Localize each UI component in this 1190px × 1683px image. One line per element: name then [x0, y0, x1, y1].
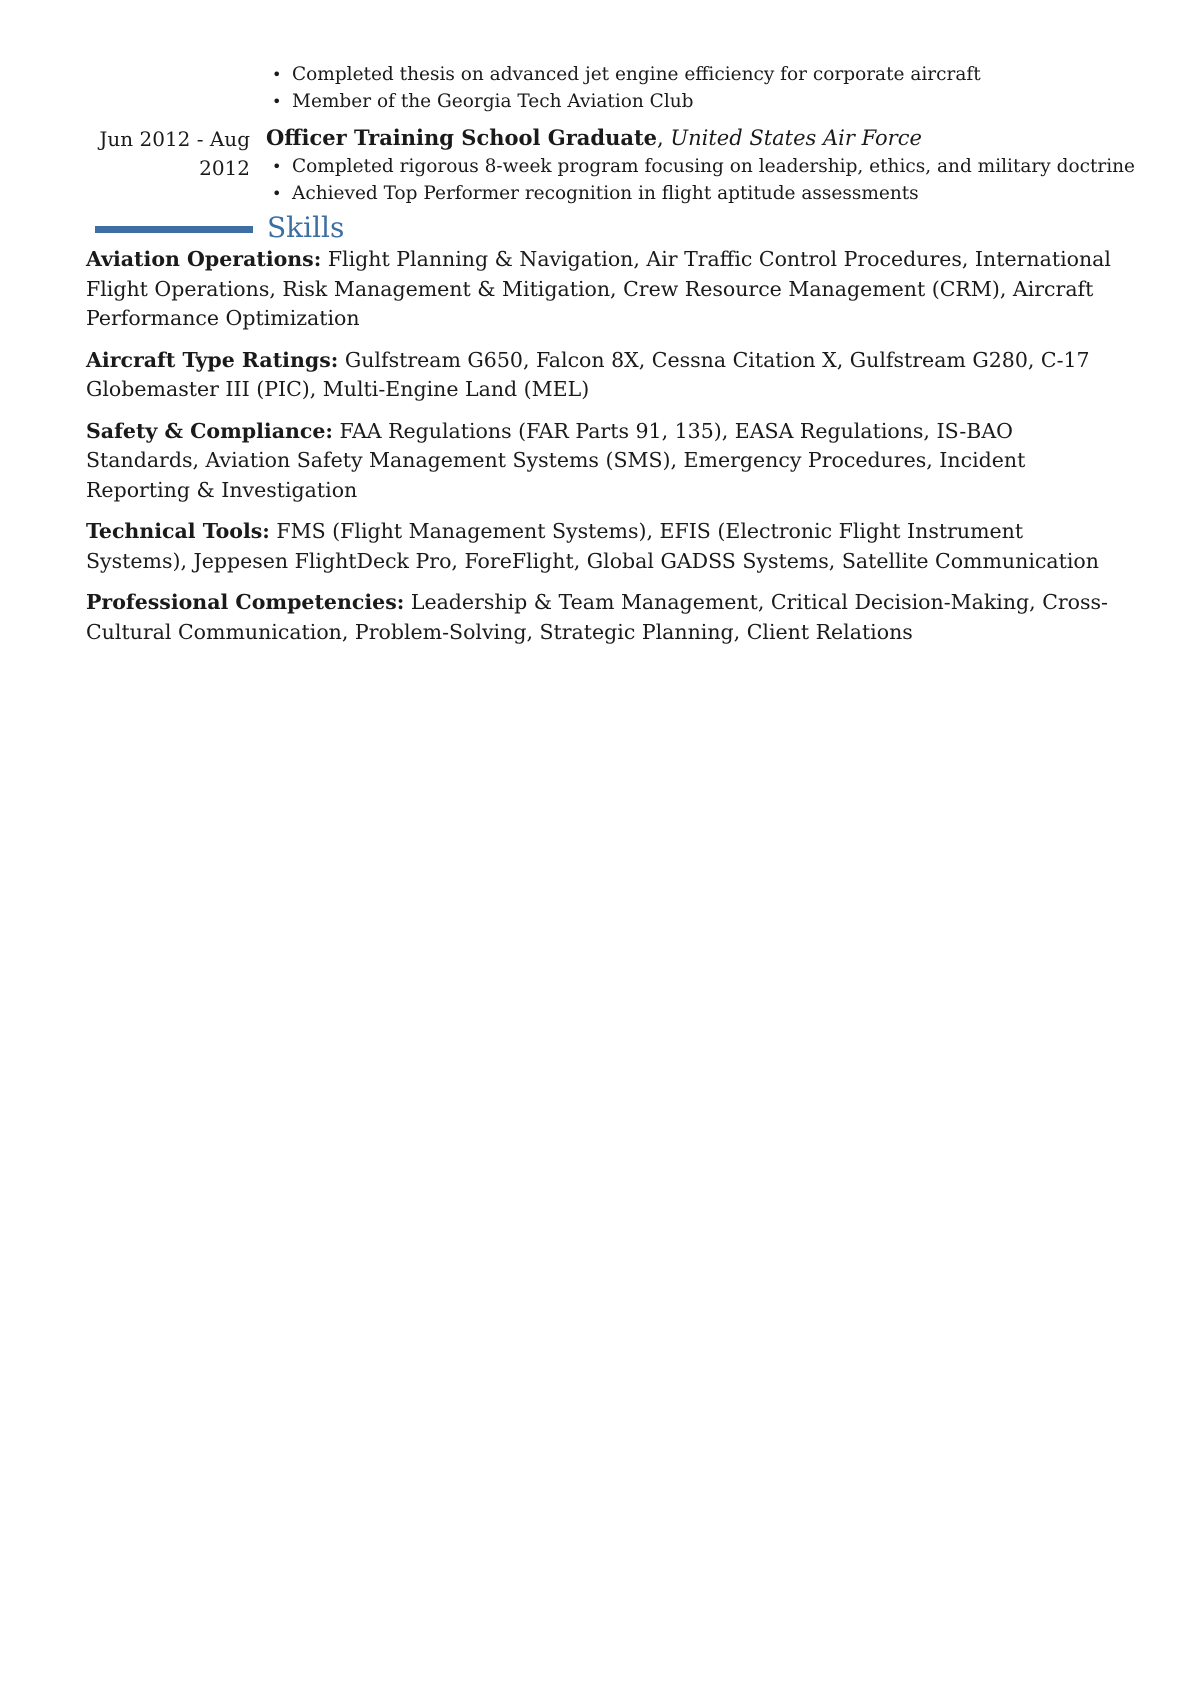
- entry-date-line: Jun 2012 - Aug: [99, 127, 250, 151]
- skill-values: Flight Planning & Navigation, Air Traffic Control Procedures, International Flight Operations, Risk Management & Mitigation, Crew Resource Management (CRM), Aircraft Performance Optimization: [86, 247, 1111, 330]
- entry-body: [266, 123, 1146, 207]
- skill-category: Professional Competencies:: [86, 590, 405, 614]
- skill-category: Aviation Operations:: [86, 247, 322, 271]
- education-bullet: • Completed thesis on advanced jet engine efficiency for corporate aircraft: [266, 61, 981, 88]
- education-bullet-list: [266, 61, 981, 115]
- skill-values: Leadership & Team Management, Critical Decision-Making, Cross-Cultural Communication, Problem-Solving, Strategic Planning, Client Relations: [86, 590, 1108, 644]
- skill-values: FAA Regulations (FAR Parts 91, 135), EASA Regulations, IS-BAO Standards, Aviation Safety Management Systems (SMS), Emergency Procedures, Incident Reporting & Investigation: [86, 418, 1026, 502]
- entry-organization: United States Air Force: [670, 126, 922, 150]
- skills-list: [86, 245, 1126, 659]
- entry-bullet: • Achieved Top Performer recognition in flight aptitude assessments: [266, 180, 1146, 207]
- entry-date-line: 2012: [199, 156, 250, 180]
- section-title: Skills: [267, 211, 345, 244]
- entry-separator: ,: [657, 126, 671, 150]
- skill-category: Technical Tools:: [86, 519, 270, 543]
- skill-item: [86, 417, 1126, 506]
- skill-item: [86, 245, 1126, 334]
- section-accent-bar: [95, 226, 253, 233]
- skill-item: [86, 517, 1126, 576]
- skill-values: Gulfstream G650, Falcon 8X, Cessna Citation X, Gulfstream G280, C-17 Globemaster III (PIC), Multi-Engine Land (MEL): [86, 347, 1090, 401]
- entry-bullet-list: [266, 153, 1146, 207]
- entry-role: Officer Training School Graduate: [266, 125, 658, 150]
- education-bullet: • Member of the Georgia Tech Aviation Club: [266, 88, 981, 115]
- skill-category: Safety & Compliance:: [86, 418, 333, 443]
- skill-item: [86, 588, 1126, 647]
- skill-item: [86, 346, 1126, 405]
- entry-bullet: • Completed rigorous 8-week program focusing on leadership, ethics, and military doctrine: [266, 153, 1146, 180]
- skill-values: FMS (Flight Management Systems), EFIS (Electronic Flight Instrument Systems), Jeppesen FlightDeck Pro, ForeFlight, Global GADSS Systems, Satellite Communication: [86, 519, 1099, 573]
- skill-category: Aircraft Type Ratings:: [86, 347, 339, 372]
- entry-heading: [266, 123, 1146, 153]
- entry-date: [60, 125, 250, 183]
